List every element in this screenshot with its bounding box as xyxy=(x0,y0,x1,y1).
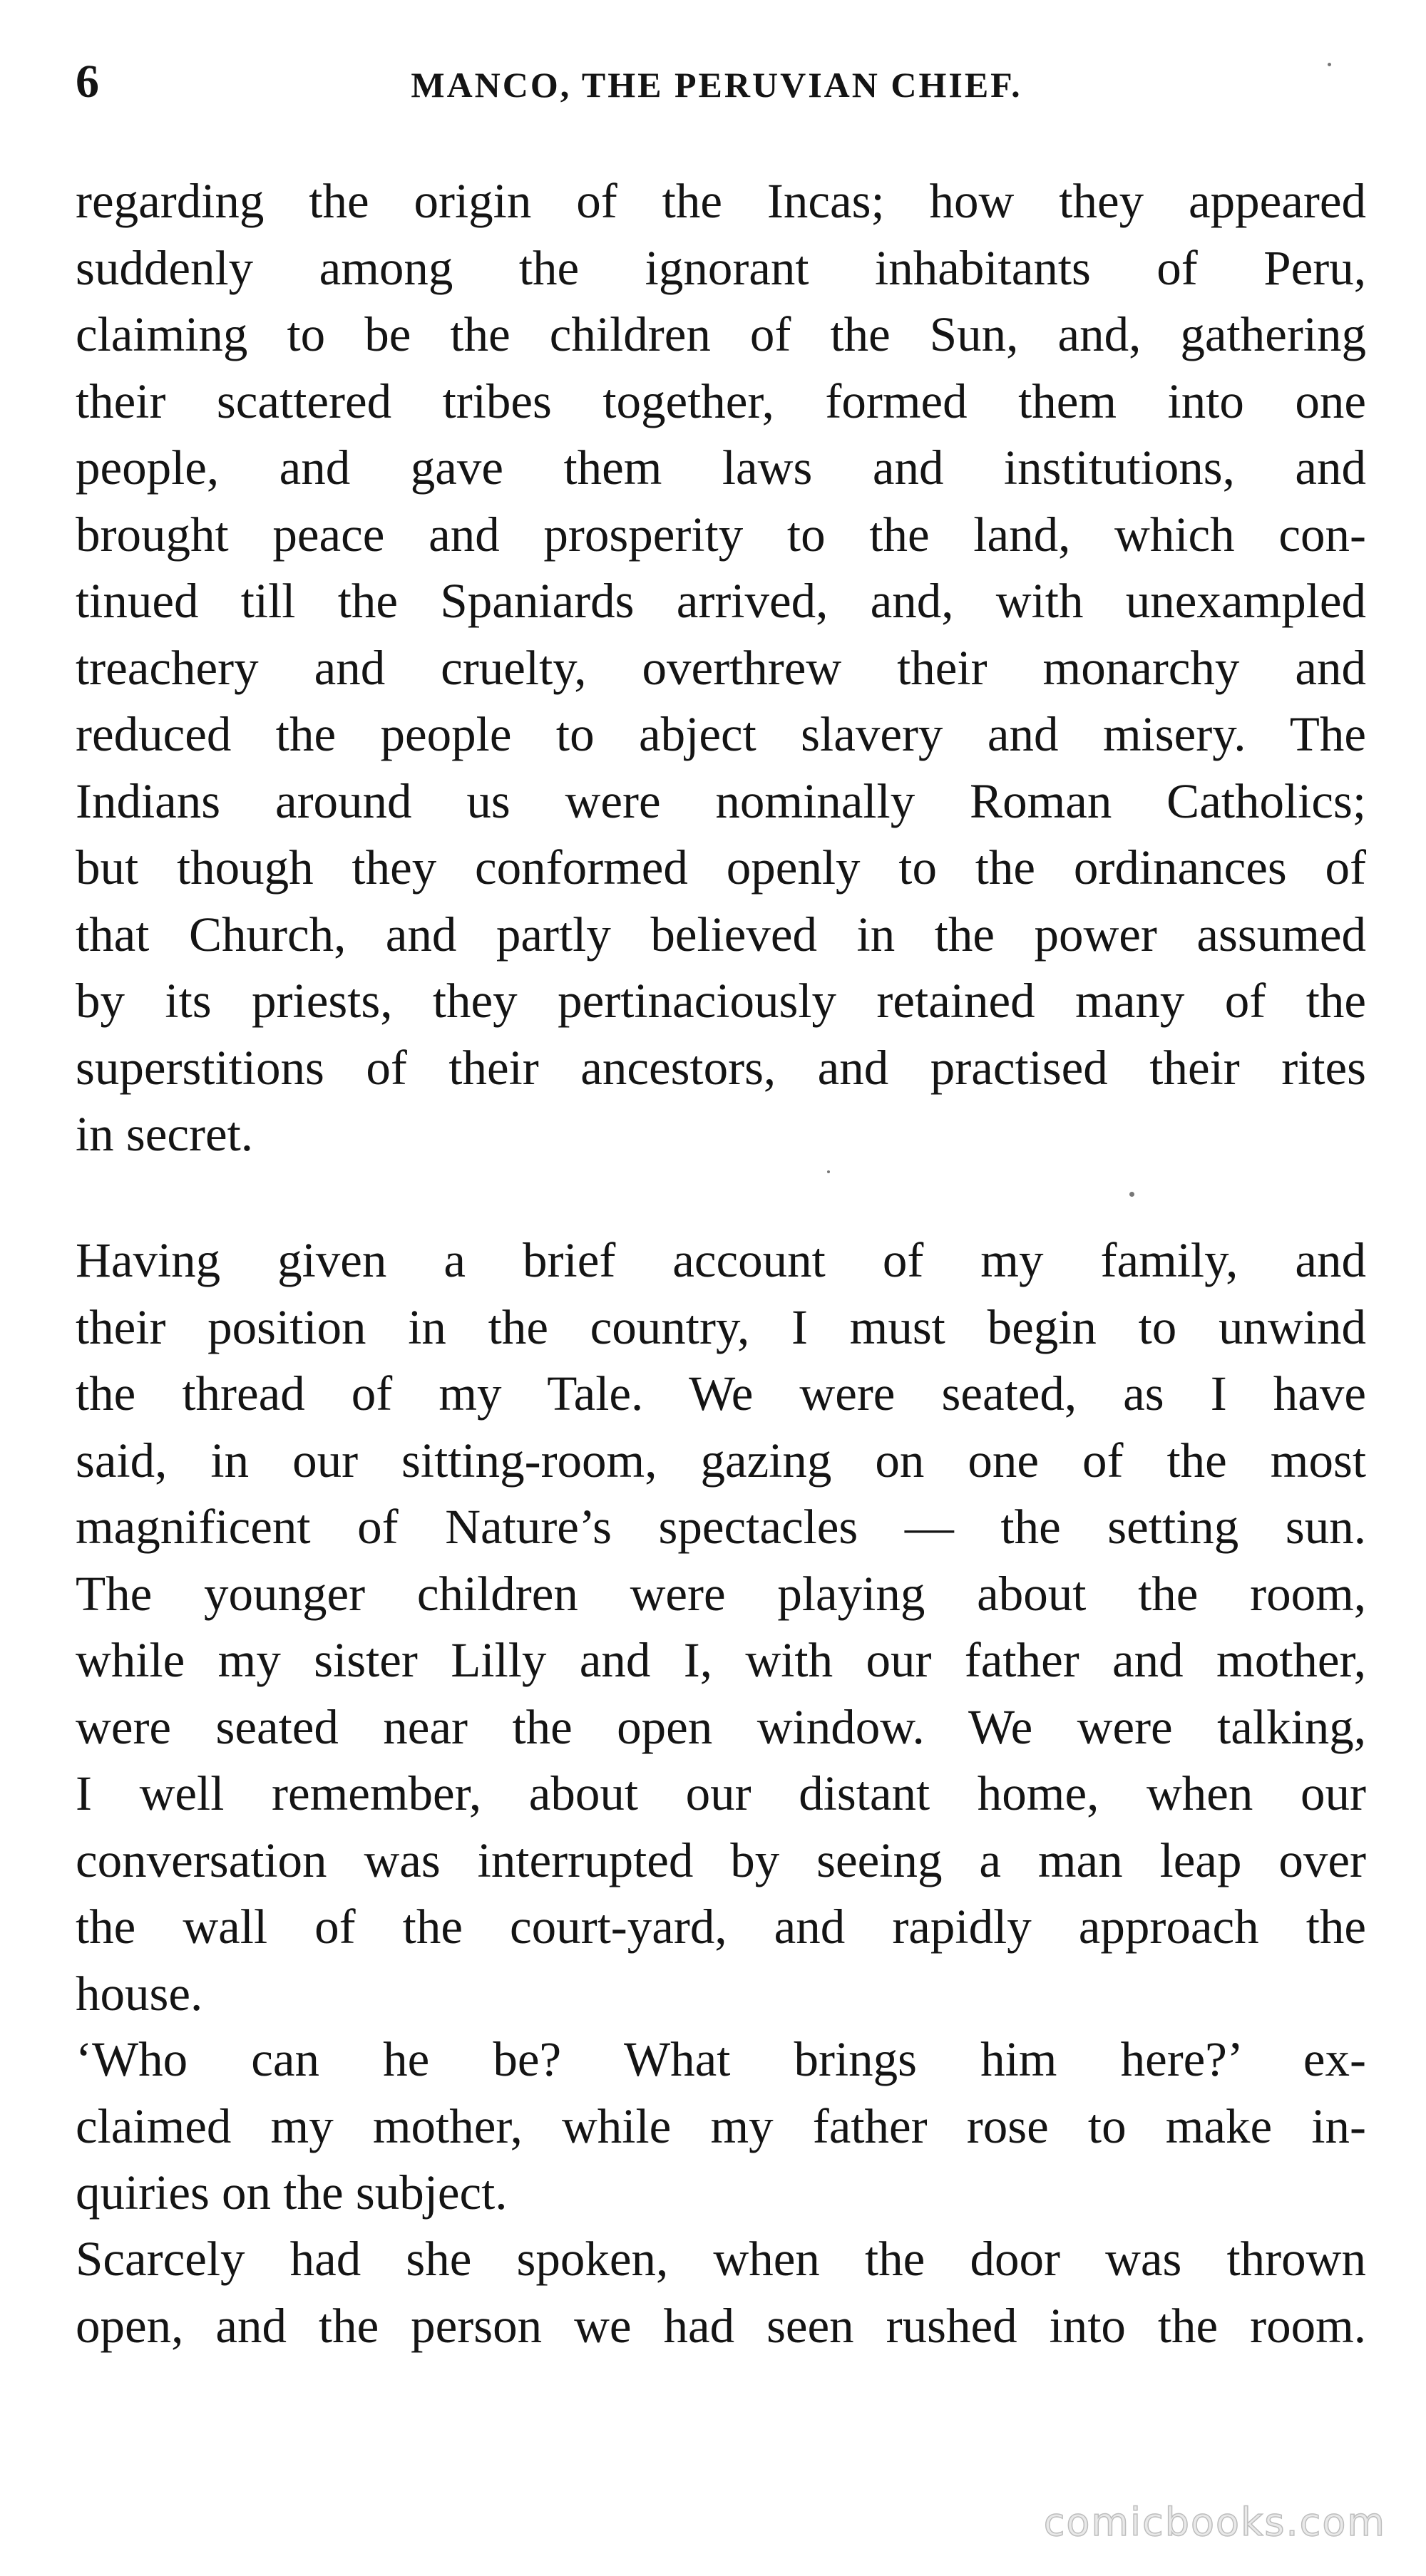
text-line: house. xyxy=(76,1966,203,2021)
text-line: Having given a brief account of my family, and xyxy=(76,1233,1366,1287)
page-number: 6 xyxy=(76,56,99,108)
text-line: superstitions of their ancestors, and practised their rites xyxy=(76,1040,1366,1095)
text-line: brought peace and prosperity to the land, which con- xyxy=(76,507,1366,562)
text-line: The younger children were playing about the room, xyxy=(76,1566,1366,1621)
text-line: regarding the origin of the Incas; how they appeared xyxy=(76,174,1366,228)
text-line: were seated near the open window. We were talking, xyxy=(76,1699,1366,1754)
print-speck xyxy=(1129,1192,1134,1197)
paragraph-2 xyxy=(76,1227,1366,2027)
text-line: while my sister Lilly and I, with our father and mother, xyxy=(76,1633,1366,1687)
text-line: but though they conformed openly to the ordinances of xyxy=(76,840,1366,895)
text-line: claiming to be the children of the Sun, and, gathering xyxy=(76,307,1366,361)
text-line: open, and the person we had seen rushed into the room. xyxy=(76,2298,1366,2353)
text-line: by its priests, they pertinaciously retained many of the xyxy=(76,974,1366,1028)
paragraph-4 xyxy=(76,2226,1366,2359)
running-head xyxy=(76,44,1358,123)
text-line: magnificent of Nature’s spectacles — the setting sun. xyxy=(76,1500,1366,1554)
text-line: quiries on the subject. xyxy=(76,2165,508,2220)
text-line: treachery and cruelty, overthrew their monarchy and xyxy=(76,640,1366,695)
text-line: their position in the country, I must begin to unwind xyxy=(76,1299,1366,1354)
text-line: conversation was interrupted by seeing a man leap over xyxy=(76,1833,1366,1887)
paragraph-3 xyxy=(76,2026,1366,2227)
print-speck xyxy=(1328,63,1331,66)
text-line: the wall of the court-yard, and rapidly approach the xyxy=(76,1900,1366,1954)
text-line: in secret. xyxy=(76,1107,254,1161)
paragraph-1 xyxy=(76,168,1366,1168)
text-line: people, and gave them laws and institutions, and xyxy=(76,441,1366,495)
text-line: the thread of my Tale. We were seated, as I have xyxy=(76,1366,1366,1421)
text-line: suddenly among the ignorant inhabitants of Peru, xyxy=(76,240,1366,295)
text-line: said, in our sitting-room, gazing on one of the most xyxy=(76,1433,1366,1488)
print-speck xyxy=(827,1170,830,1173)
text-line: tinued till the Spaniards arrived, and, with unexampled xyxy=(76,574,1366,628)
text-line: I well remember, about our distant home, when our xyxy=(76,1766,1366,1820)
running-title: MANCO, THE PERUVIAN CHIEF. xyxy=(411,65,1022,105)
text-line: Scarcely had she spoken, when the door was thrown xyxy=(76,2232,1366,2286)
text-line: ‘Who can he be? What brings him here?’ ex- xyxy=(76,2032,1366,2086)
text-line: their scattered tribes together, formed them into one xyxy=(76,373,1366,428)
text-line: that Church, and partly believed in the power assumed xyxy=(76,907,1366,962)
text-line: Indians around us were nominally Roman Catholics; xyxy=(76,773,1366,828)
site-watermark: comicbooks.com xyxy=(1043,2500,1386,2545)
text-line: reduced the people to abject slavery and misery. The xyxy=(76,707,1366,761)
text-line: claimed my mother, while my father rose to make in- xyxy=(76,2098,1366,2153)
